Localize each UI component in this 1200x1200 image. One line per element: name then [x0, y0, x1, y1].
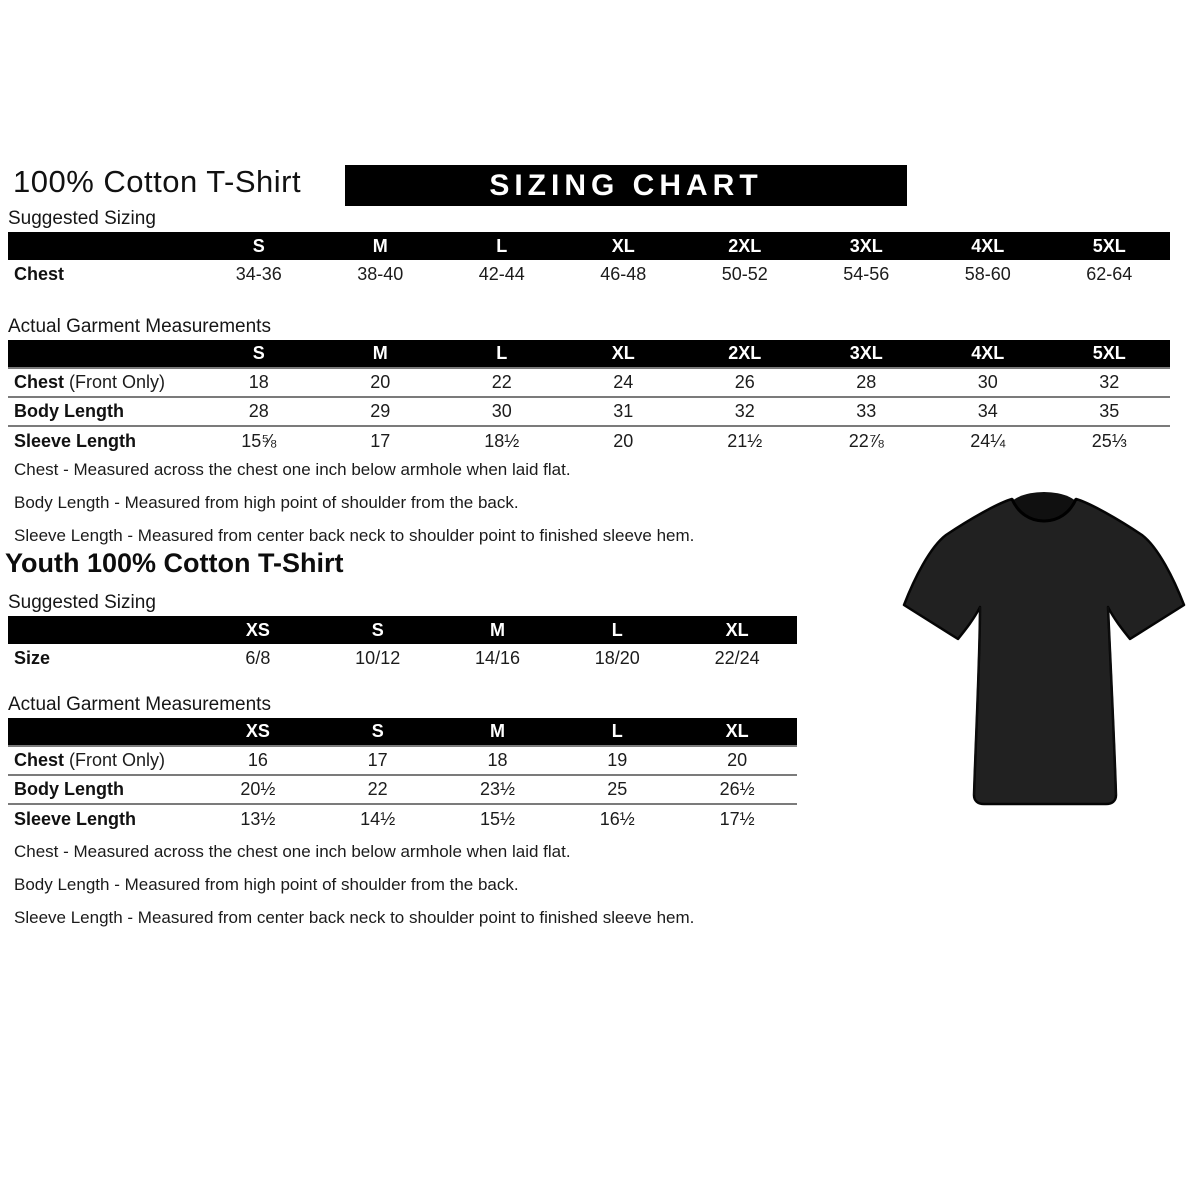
tshirt-icon: [893, 483, 1195, 813]
size-column-header: S: [198, 340, 320, 368]
measurement-value: 16: [198, 746, 318, 775]
measurement-value: 62-64: [1086, 264, 1133, 284]
measurement-value: 14½: [318, 804, 438, 833]
size-column-header: L: [441, 340, 563, 368]
measurement-value: 20: [677, 746, 797, 775]
size-column-header: 3XL: [806, 340, 928, 368]
measurement-value: 34: [927, 397, 1049, 426]
size-column-header: 3XL: [806, 232, 928, 260]
table-row: [8, 368, 1170, 397]
youth-suggested-sizing-label: Suggested Sizing: [8, 592, 156, 613]
measurement-value: 32: [1049, 368, 1171, 397]
youth-suggested-sizing-table: [8, 616, 797, 673]
row-label: Chest (Front Only): [8, 746, 198, 775]
measurement-value: 21½: [684, 426, 806, 455]
note-line: Sleeve Length - Measured from center back neck to shoulder point to finished sleeve hem.: [14, 526, 695, 545]
size-table: [8, 616, 797, 673]
table-row: [8, 746, 797, 775]
note-line: Body Length - Measured from high point of shoulder from the back.: [14, 493, 519, 512]
header-row: [8, 616, 797, 644]
size-column-header: 4XL: [927, 340, 1049, 368]
size-column-header: S: [318, 718, 438, 746]
measurement-value: 28: [806, 368, 928, 397]
row-label: Chest: [14, 264, 65, 284]
measurement-value: 6/8: [245, 648, 271, 668]
measurement-value: 26: [684, 368, 806, 397]
measurement-value: 17½: [677, 804, 797, 833]
size-column-header: XL: [563, 232, 685, 260]
measurement-value: 18/20: [594, 648, 640, 668]
measurement-value: 16½: [557, 804, 677, 833]
measurement-value: 58-60: [964, 264, 1011, 284]
note-line: Body Length - Measured from high point of shoulder from the back.: [14, 875, 519, 894]
size-column-header: S: [318, 616, 438, 644]
measurement-value: 24: [563, 368, 685, 397]
size-column-header: XL: [563, 340, 685, 368]
size-column-header: M: [320, 340, 442, 368]
measurement-value: 18: [438, 746, 558, 775]
measurement-value: 38-40: [357, 264, 404, 284]
measurement-value: 25: [557, 775, 677, 804]
table-row: [8, 426, 1170, 455]
measurement-value: 15⅝: [198, 426, 320, 455]
measurement-value: 35: [1049, 397, 1171, 426]
size-table: [8, 718, 797, 833]
adult-actual-measurements-table: [8, 340, 1170, 455]
measurement-value: 30: [441, 397, 563, 426]
measurement-value: 50-52: [721, 264, 768, 284]
measurement-value: 54-56: [843, 264, 890, 284]
row-label-header: [8, 616, 198, 644]
header-row: [8, 232, 1170, 260]
measurement-value: 20: [563, 426, 685, 455]
measurement-value: 42-44: [478, 264, 525, 284]
size-column-header: 5XL: [1049, 340, 1171, 368]
table-row: [8, 804, 797, 833]
size-table: [8, 340, 1170, 455]
size-column-header: M: [438, 616, 558, 644]
measurement-value: 10/12: [355, 648, 401, 668]
measurement-value: 46-48: [600, 264, 647, 284]
sizing-chart-banner: SIZING CHART: [345, 165, 907, 206]
size-column-header: XL: [677, 718, 797, 746]
measurement-value: 22⅞: [806, 426, 928, 455]
size-column-header: 4XL: [927, 232, 1049, 260]
measurement-value: 34-36: [235, 264, 282, 284]
note-line: Chest - Measured across the chest one inch below armhole when laid flat.: [14, 842, 571, 861]
size-column-header: XS: [198, 718, 318, 746]
measurement-value: 23½: [438, 775, 558, 804]
row-label: Sleeve Length: [8, 426, 198, 455]
measurement-value: 13½: [198, 804, 318, 833]
size-column-header: 2XL: [684, 232, 806, 260]
measurement-value: 25⅓: [1049, 426, 1171, 455]
tshirt-image: [893, 483, 1195, 813]
measurement-value: 22: [441, 368, 563, 397]
size-column-header: XS: [198, 616, 318, 644]
row-label-header: [8, 340, 198, 368]
row-label-header: [8, 718, 198, 746]
measurement-value: 33: [806, 397, 928, 426]
size-column-header: M: [320, 232, 442, 260]
measurement-value: 22/24: [714, 648, 760, 668]
measurement-value: 17: [320, 426, 442, 455]
measurement-value: 20½: [198, 775, 318, 804]
table-row: [8, 397, 1170, 426]
header-row: [8, 340, 1170, 368]
youth-measurement-notes: [14, 840, 694, 939]
row-label: Chest (Front Only): [8, 368, 198, 397]
table-row: [8, 644, 797, 673]
row-label-header: [8, 232, 198, 260]
size-column-header: S: [198, 232, 320, 260]
page-title: 100% Cotton T-Shirt: [13, 164, 302, 199]
youth-actual-measurements-table: [8, 718, 797, 833]
measurement-value: 22: [318, 775, 438, 804]
measurement-value: 20: [320, 368, 442, 397]
note-line: Chest - Measured across the chest one inch below armhole when laid flat.: [14, 460, 571, 479]
header-row: [8, 718, 797, 746]
measurement-value: 18½: [441, 426, 563, 455]
table-row: [8, 260, 1170, 289]
measurement-value: 15½: [438, 804, 558, 833]
measurement-value: 26½: [677, 775, 797, 804]
size-column-header: M: [438, 718, 558, 746]
measurement-value: 31: [563, 397, 685, 426]
size-column-header: XL: [677, 616, 797, 644]
measurement-value: 14/16: [474, 648, 521, 668]
measurement-value: 30: [927, 368, 1049, 397]
size-column-header: 5XL: [1049, 232, 1171, 260]
note-line: Sleeve Length - Measured from center back neck to shoulder point to finished sleeve hem.: [14, 908, 695, 927]
table-row: [8, 775, 797, 804]
measurement-value: 28: [198, 397, 320, 426]
measurement-value: 32: [684, 397, 806, 426]
measurement-value: 18: [198, 368, 320, 397]
adult-suggested-sizing-table: [8, 232, 1170, 289]
size-table: [8, 232, 1170, 289]
adult-actual-measurements-label: Actual Garment Measurements: [8, 316, 271, 337]
size-column-header: L: [557, 718, 677, 746]
row-label: Body Length: [8, 775, 198, 804]
measurement-value: 19: [557, 746, 677, 775]
row-label: Body Length: [8, 397, 198, 426]
size-column-header: L: [441, 232, 563, 260]
measurement-value: 24¼: [927, 426, 1049, 455]
adult-suggested-sizing-label: Suggested Sizing: [8, 208, 156, 229]
measurement-value: 17: [318, 746, 438, 775]
youth-section-title: Youth 100% Cotton T-Shirt: [5, 548, 344, 578]
adult-measurement-notes: [14, 458, 694, 557]
size-column-header: L: [557, 616, 677, 644]
row-label: Sleeve Length: [8, 804, 198, 833]
row-label: Size: [14, 648, 51, 668]
size-column-header: 2XL: [684, 340, 806, 368]
measurement-value: 29: [320, 397, 442, 426]
youth-actual-measurements-label: Actual Garment Measurements: [8, 694, 271, 715]
